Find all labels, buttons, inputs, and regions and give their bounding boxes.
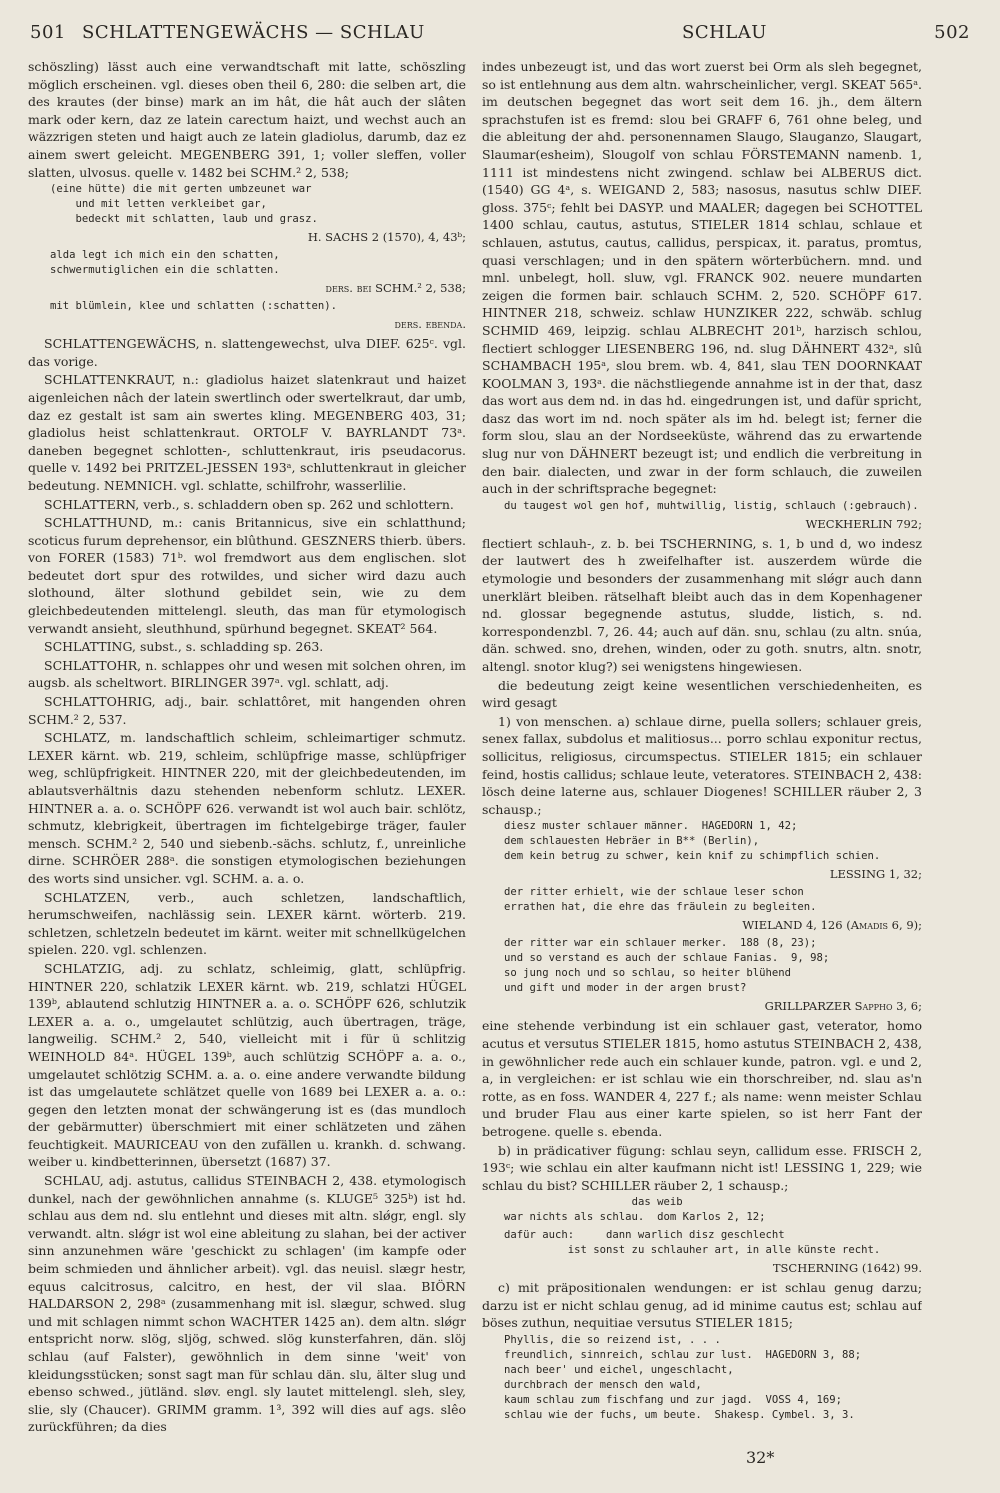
right-page-number: 502 xyxy=(934,22,970,43)
quotation: (eine hütte) die mit gerten umbzeunet war und mit letten verkleibet gar, bedeckt mit schlatten, laub und grasz. xyxy=(50,183,318,226)
citation-source: TSCHERNING (1642) 99. xyxy=(772,1261,922,1276)
citation-source: ders. ebenda. xyxy=(394,317,466,332)
quotation: Phyllis, die so reizend ist, . . . freundlich, sinnreich, schlau zur lust. HAGEDORN 3, 88; nach beer' und eichel, ungeschlacht, durchbrach der mensch den wald, kaum schlau zum fischfang und zur jagd. VOSS 4, 169; schlau wie der fuchs, um beute. Shakesp. Cymbel. 3, 3. xyxy=(504,1334,862,1422)
citation-source: GRILLPARZER Sappho 3, 6; xyxy=(764,999,922,1014)
left-page-number: 501 xyxy=(30,22,66,43)
paragraph: 1) von menschen. a) schlaue dirne, puella sollers; schlauer greis, senex fallax, subdolus et malitiosus... porro schlau exponitur rectus, sollicitus, religiosus, circumspectus. STIELER 1815; ein schlauer feind, hostis callidus; schlaue leute, veteratores. STEINBACH 2, 438: lösch deine laterne aus, schlauer Diogenes! SCHILLER räuber 2, 3 schausp.; xyxy=(482,713,922,817)
paragraph: schöszling) lässt auch eine verwandtschaft mit latte, schöszling möglich erscheinen. vgl. dieses oben theil 6, 280: die selben art, die des krautes (der binse) mark an im hât, die hât auch der slâten mark oder kern, daz ze latein carectum haizt, und wechst auch an wäzzrigen steten und haigt auch ze latein gladiolus, darumb, daz ez ainem swert geleicht. MEGENBERG 391, 1; voller sleffen, voller slatten, ulvosus. quelle v. 1482 bei SCHM.² 2, 538; xyxy=(28,59,466,180)
dictionary-entry: SCHLATTENGEWÄCHS, n. slattengewechst, ulva DIEF. 625ᶜ. vgl. das vorige. xyxy=(28,336,466,369)
quotation: der ritter erhielt, wie der schlaue leser schon errathen hat, die ehre das fräulein zu begleiten. xyxy=(504,886,817,914)
signature-mark: 32* xyxy=(746,1448,775,1467)
right-running-title: SCHLAU xyxy=(682,22,767,43)
paragraph: flectiert schlauh-, z. b. bei TSCHERNING, s. 1, b und d, wo indesz der lautwert des h zweifelhafter ist. auszerdem würde die etymologie und besonders der zusammenhang mit slǿgr auch dann unerklärt bleiben. rätselhaft bleibt auch das in dem Kopenhagener nd. glossar begegnende astutus, sludde, listich, s. nd. korrespondenzbl. 7, 26. 44; auch auf dän. snu, schlau (zu altn. snúa, dän. schwed. sno, drehen, winden, oder zu goth. snutrs, altn. snotr, altengl. snotor klug?) sei wenigstens hingewiesen. xyxy=(482,535,922,674)
paragraph: indes unbezeugt ist, und das wort zuerst bei Orm als sleh begegnet, so ist entlehnung aus dem altn. wahrscheinlicher, vergl. SKEAT 565ᵃ. im deutschen begegnet das wort seit dem 16. jh., dem ältern sprachstufen ist es fremd: slou bei GRAFF 6, 761 ohne beleg, und die ableitung der ahd. personennamen Slaugo, Slauganzo, Slaugart, Slaumar(esheim), Slougolf von schlau FÖRSTEMANN namenb. 1, 1111 ist mindestens nicht zwingend. schlaw bei ALBERUS dict. (1540) GG 4ᵃ, s. WEIGAND 2, 583; nasosus, nasutus schlw DIEF. gloss. 375ᶜ; fehlt bei DASYP. und MAALER; dagegen bei SCHOTTEL 1400 schlau, cautus, astutus, STIELER 1814 schlau, schlaue et schlauen, astutus, cautus, callidus, perspicax, it. paratus, promtus, quasi verschlagen; und in den spätern wörterbüchern. mnd. und mnl. unbelegt, holl. sluw, vgl. FRANCK 902. neuere mundarten zeigen die formen bair. schlauch SCHM. 2, 520. SCHÖPF 617. HINTNER 218, schweiz. schlaw HUNZIKER 222, schwäb. schlug SCHMID 469, leipzig. schlau ALBRECHT 201ᵇ, harzisch schlou, flectiert schlogger LIESENBERG 196, nd. slug DÄHNERT 432ᵃ, slû SCHAMBACH 195ᵃ, slou brem. wb. 4, 841, slau TEN DOORNKAAT KOOLMAN 3, 193ᵃ. die nächstliegende annahme ist in der that, dasz das wort aus dem nd. in das hd. eingedrungen ist, und dafür spricht, dasz das wort im nd. noch später als im hd. belegt ist; ferner die form slou, slau an der Nordseeküste, während das zu erwartende slug nur von DÄHNERT bezeugt ist; und endlich die verbreitung in den bair. dialecten, und zwar in der form schlauch, die zuweilen auch in der schriftsprache begegnet: xyxy=(482,59,922,497)
quotation: der ritter war ein schlauer merker. 188 (8, 23); und so verstand es auch der schlaue Fanias. 9, 98; so jung noch und so schlau, so heiter blühend und gift und moder in der argen brust? xyxy=(504,937,830,995)
dictionary-entry: SCHLATTOHR, n. schlappes ohr und wesen mit solchen ohren, im augsb. als scheltwort. BIRLINGER 397ᵃ. vgl. schlatt, adj. xyxy=(28,657,466,691)
citation-source: LESSING 1, 32; xyxy=(829,867,922,882)
citation-source: H. SACHS 2 (1570), 4, 43ᵇ; xyxy=(307,230,466,245)
paragraph: b) in prädicativer fügung: schlau seyn, callidum esse. FRISCH 2, 193ᶜ; wie schlau ein alter kaufmann nicht ist! LESSING 1, 229; wie schlau du bist? SCHILLER räuber 2, 1 schausp.; xyxy=(482,1142,922,1193)
citation-source: ders. bei SCHM.² 2, 538; xyxy=(325,281,466,296)
paragraph: c) mit präpositionalen wendungen: er ist schlau genug darzu; darzu ist er nicht schlau genug, ad id minime cautus est; schlau auf böses zuthun, nequitiae versutus STIELER 1815; xyxy=(482,1280,922,1331)
dictionary-entry: SCHLATZEN, verb., auch schletzen, landschaftlich, herumschweifen, nachlässig sein. LEXER kärnt. wörterb. 219. schletzen, schletzeln bedeutet im kärnt. weiter mit schnellkügelchen spielen. 220. vgl. schlenzen. xyxy=(28,889,466,958)
quotation: alda legt ich mich ein den schatten, schwermutiglichen ein die schlatten. xyxy=(50,249,280,277)
running-header xyxy=(30,18,970,48)
dictionary-entry: SCHLATTENKRAUT, n.: gladiolus haizet slatenkraut und haizet aigenleichen nâch der latein swertlinch oder swertelkraut, dar umb, daz ez gestalt ist sam ain swertes kling. MEGENBERG 403, 31; gladiolus heist schlattenkraut. ORTOLF V. BAYRLANDT 73ᵃ. daneben begegnet schlotten-, schluttenkraut, iris pseudacorus. quelle v. 1492 bei PRITZEL-JESSEN 193ᵃ, schluttenkraut in gleicher bedeutung. NEMNICH. vgl. schlatte, schilfrohr, wasserlilie. xyxy=(28,372,466,493)
citation-source: WIELAND 4, 126 (Amadis 6, 9); xyxy=(742,918,922,933)
citation-source: WECKHERLIN 792; xyxy=(805,516,922,531)
quotation: das weib war nichts als schlau. dom Karlos 2, 12; xyxy=(504,1196,766,1224)
right-column xyxy=(482,58,922,1483)
quotation: diesz muster schlauer männer. HAGEDORN 1, 42; dem schlauesten Hebräer in B** (Berlin), dem kein betrug zu schwer, kein knif zu schimpflich schien. xyxy=(504,820,881,863)
paragraph: eine stehende verbindung ist ein schlauer gast, veterator, homo acutus et versutus STIELER 1815, homo astutus STEINBACH 2, 438, in gewöhnlicher rede auch ein schlauer kunde, patron. vgl. e und 2, a, in vergleichen: er ist schlau wie ein thorschreiber, nd. slau as'n rotte, as en foss. WANDER 4, 227 f.; als name: wenn meister Schlau und bruder Flau aus einer karte spielen, so ist herr Fant der betrogene. quelle s. ebenda. xyxy=(482,1018,922,1139)
paragraph: die bedeutung zeigt keine wesentlichen verschiedenheiten, es wird gesagt xyxy=(482,677,922,711)
left-running-title: SCHLATTENGEWÄCHS — SCHLAU xyxy=(82,22,425,43)
dictionary-entry: SCHLAU, adj. astutus, callidus STEINBACH 2, 438. etymologisch dunkel, nach der gewöhnlichen annahme (s. KLUGE⁵ 325ᵇ) ist hd. schlau aus dem nd. slu entlehnt und dieses mit altn. slǿgr, engl. sly verwandt. altn. slǿgr ist wol eine ableitung zu slahan, bei der activer sinn anzunehmen wäre 'geschickt zu schlagen' (im kampfe oder beim schmieden und ähnlicher arbeit). vgl. das neuisl. slægr hestr, equus calcitrosus, calcitro, en hest, der vil slaa. BIÖRN HALDARSON 2, 298ᵃ (zusammenhang mit isl. slægur, schwed. slug und mit schlagen nimmt schon WACHTER 1425 an). dem altn. slǿgr entspricht norw. slög, sljög, schwed. slög kunsterfahren, dän. slöj schlau (auf Falster), gewöhnlich in dem sinne 'weit' von kleidungsstücken; sonst sagt man für schlau dän. slu, älter slug und ebenso schwed., jütländ. sløv. engl. sly lautet mittelengl. sleh, sley, slie, sly (Chaucer). GRIMM gramm. 1³, 392 will dies auf ags. slêo zurückführen; da dies xyxy=(28,1173,466,1435)
quotation: mit blümlein, klee und schlatten (:schatten). xyxy=(50,300,338,313)
dictionary-entry: SCHLATTOHRIG, adj., bair. schlattôret, mit hangenden ohren SCHM.² 2, 537. xyxy=(28,694,466,727)
dictionary-entry: SCHLATZIG, adj. zu schlatz, schleimig, glatt, schlüpfrig. HINTNER 220, schlatzik LEXER kärnt. wb. 219, schlatzi HÜGEL 139ᵇ, ablautend schlutzig HINTNER a. a. o. SCHÖPF 626, schlutzik LEXER a. a. o., umgelautet schlützig, auch übertragen, träge, langweilig. SCHM.² 2, 540, vielleicht mit i für ü schlitzig WEINHOLD 84ᵃ. HÜGEL 139ᵇ, auch schlützig SCHÖPF a. a. o., umgelautet schlötzig SCHM. a. a. o. eine andere verwandte bildung ist das umgelautete schlätzet quelle von 1689 bei LEXER a. a. o.: gegen den letzten monat der schwängerung ist es (das mundloch der gebärmutter) überschmiert mit einer schlätzeten und zähen feuchtigkeit. MAURICEAU von den zufällen u. krankh. d. schwang. weiber u. kindbetterinnen, übersetzt (1687) 37. xyxy=(28,960,466,1170)
dictionary-entry: SCHLATTHUND, m.: canis Britannicus, sive ein schlatthund; scoticus furum deprehensor, ein blûthund. GESZNERS thierb. übers. von FORER (1583) 71ᵇ. wol fremdwort aus dem englischen. slot bedeutet dort spur des rotwildes, und sicher wird dazu auch slothound, älter slothund gebildet sein, wie zu dem gleichbedeutenden mittelengl. sleuth, das man für etymologisch verwandt ansieht, sleuthhund, spürhund begegnet. SKEAT² 564. xyxy=(28,515,466,636)
dictionary-entry: SCHLATZ, m. landschaftlich schleim, schleimartiger schmutz. LEXER kärnt. wb. 219, schleim, schlüpfrige masse, schlüpfriger weg, schlüpfrigkeit. HINTNER 220, mit der gleichbedeutenden, im ablautsverhältnis dazu stehenden nebenform schlutz. LEXER. HINTNER a. a. o. SCHÖPF 626. verwandt ist wol auch bair. schlötz, schmutz, klebrigkeit, übertragen im fichtelgebirge träger, fauler mensch. SCHM.² 2, 540 und siebenb.-sächs. schlutz, f., unreinliche dirne. SCHRÖER 288ᵃ. die sonstigen etymologischen beziehungen des worts sind unsicher. vgl. SCHM. a. a. o. xyxy=(28,730,466,886)
quotation: du taugest wol gen hof, muhtwillig, listig, schlauch (:gebrauch). xyxy=(504,499,919,512)
left-column xyxy=(28,58,466,1483)
dictionary-entry: SCHLATTING, subst., s. schladding sp. 263. xyxy=(44,639,324,655)
quotation: dafür auch: dann warlich disz geschlecht ist sonst zu schlauher art, in alle künste recht. xyxy=(504,1229,881,1257)
dictionary-entry: SCHLATTERN, verb., s. schladdern oben sp. 262 und schlottern. xyxy=(44,496,454,512)
